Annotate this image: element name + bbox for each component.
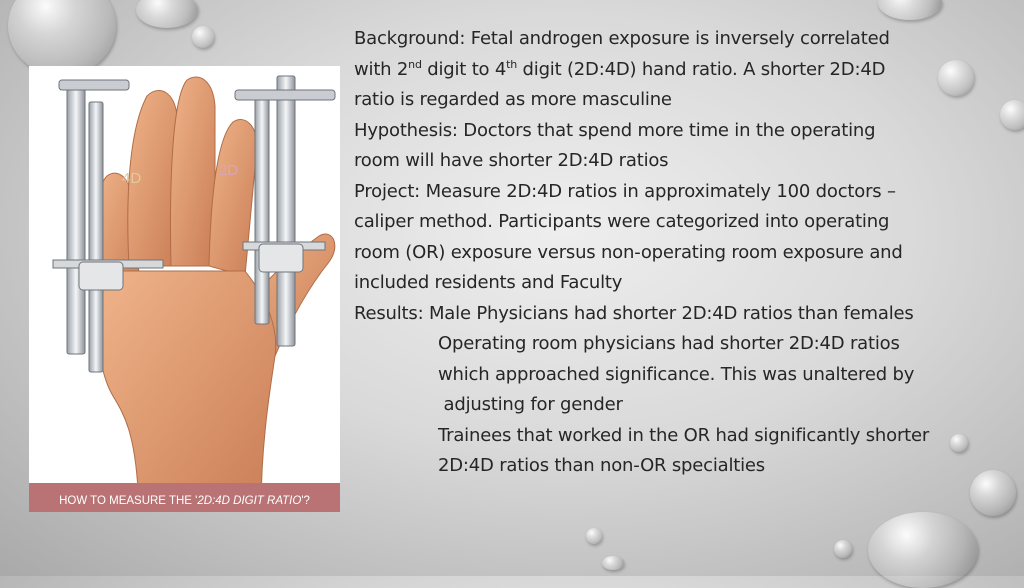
water-droplet — [878, 0, 942, 20]
background-line-2: with 2nd digit to 4th digit (2D:4D) hand ratio. A shorter 2D:4D — [354, 57, 886, 80]
project-line-3: room (OR) exposure versus non-operating room exposure and — [354, 241, 903, 263]
hypothesis-line-2: room will have shorter 2D:4D ratios — [354, 150, 669, 171]
label-2d: 2D — [219, 162, 239, 179]
water-droplet — [136, 0, 198, 28]
water-droplet — [192, 26, 214, 48]
water-droplet — [868, 512, 978, 588]
hand-caliper-figure — [29, 66, 340, 512]
project-line-1: Project: Measure 2D:4D ratios in approximately 100 doctors – — [354, 180, 896, 202]
hypothesis-line-1: Hypothesis: Doctors that spend more time in the operating — [354, 119, 876, 141]
results-line-4: adjusting for gender — [438, 394, 623, 415]
water-droplet — [586, 528, 602, 544]
background-line-3: ratio is regarded as more masculine — [354, 89, 672, 110]
water-droplet — [602, 556, 624, 570]
results-line-6: 2D:4D ratios than non-OR specialties — [438, 455, 765, 476]
label-4d: 4D — [122, 170, 142, 187]
results-line-5: Trainees that worked in the OR had significantly shorter — [438, 424, 930, 446]
project-line-4: included residents and Faculty — [354, 272, 623, 293]
results-line-3: which approached significance. This was unaltered by — [438, 363, 915, 385]
water-droplet — [8, 0, 116, 76]
figure-caption: HOW TO MEASURE THE '2D:4D DIGIT RATIO'? — [59, 495, 310, 507]
results-line-1: Results: Male Physicians had shorter 2D:4D ratios than females — [354, 302, 914, 324]
background-line-1: Background: Fetal androgen exposure is inversely correlated — [354, 28, 890, 49]
results-line-2: Operating room physicians had shorter 2D:4D ratios — [438, 333, 900, 354]
slide-body-text — [354, 24, 1014, 482]
water-droplet — [834, 540, 852, 558]
hand-illustration — [29, 66, 340, 512]
project-line-2: caliper method. Participants were categorized into operating — [354, 211, 890, 232]
